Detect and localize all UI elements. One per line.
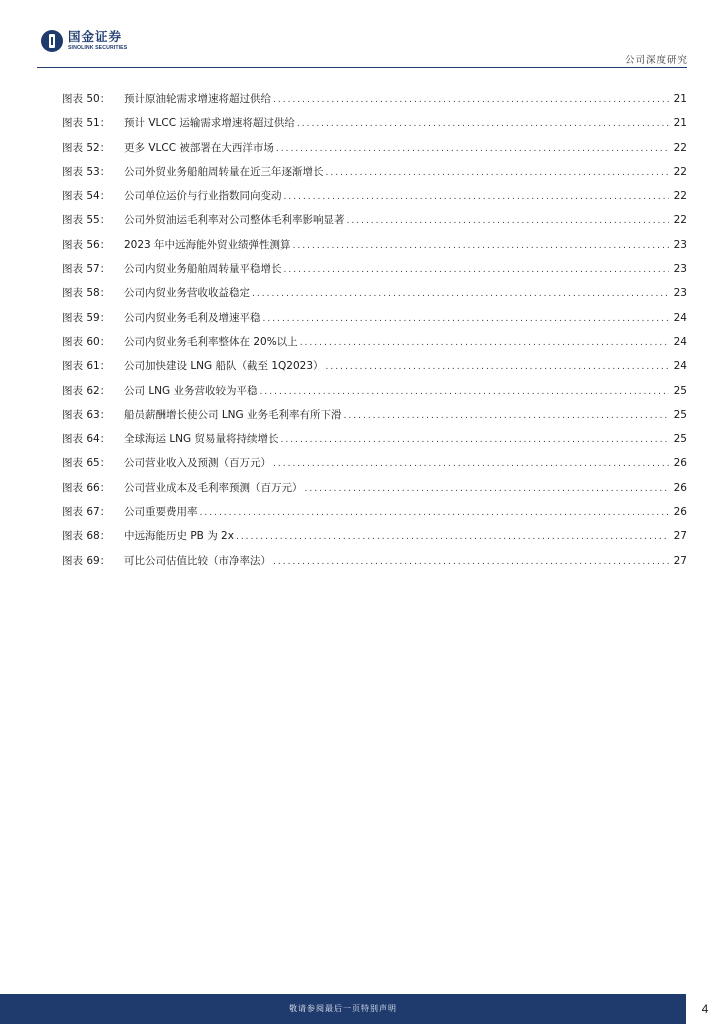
toc-dot-leader	[260, 387, 669, 397]
toc-entry-page[interactable]: 26	[673, 457, 687, 470]
figure-index-list	[62, 91, 687, 577]
toc-entry-label: 图表 52：	[62, 141, 111, 154]
toc-dot-leader	[273, 459, 669, 469]
toc-entry-title[interactable]: 公司外贸业务船舶周转量在近三年逐渐增长	[124, 165, 324, 178]
toc-entry-page[interactable]: 25	[673, 408, 687, 421]
toc-entry[interactable]	[62, 480, 687, 504]
toc-entry-title[interactable]: 公司 LNG 业务营收较为平稳	[124, 384, 258, 397]
toc-entry-page[interactable]: 22	[673, 141, 687, 154]
toc-entry[interactable]	[62, 115, 687, 139]
toc-entry-title[interactable]: 船员薪酬增长使公司 LNG 业务毛利率有所下滑	[124, 408, 342, 421]
toc-entry[interactable]	[62, 431, 687, 455]
footer-disclaimer: 敬请参阅最后一页特别声明	[289, 1004, 397, 1013]
toc-entry[interactable]	[62, 237, 687, 261]
toc-entry[interactable]	[62, 528, 687, 552]
company-logo	[40, 29, 127, 53]
page-header	[0, 0, 724, 68]
toc-dot-leader	[236, 532, 669, 542]
toc-entry-label: 图表 61：	[62, 360, 111, 373]
footer-bar	[0, 994, 686, 1024]
toc-entry[interactable]	[62, 334, 687, 358]
toc-entry[interactable]	[62, 310, 687, 334]
toc-entry-page[interactable]: 24	[673, 360, 687, 373]
toc-dot-leader	[273, 557, 669, 567]
toc-dot-leader	[273, 95, 669, 105]
toc-entry-title[interactable]: 公司单位运价与行业指数同向变动	[124, 190, 282, 203]
toc-entry-page[interactable]: 22	[673, 165, 687, 178]
toc-entry-label: 图表 64：	[62, 433, 111, 446]
toc-entry-title[interactable]: 中远海能历史 PB 为 2x	[124, 530, 234, 543]
toc-entry-label: 图表 58：	[62, 287, 111, 300]
toc-dot-leader	[297, 119, 669, 129]
toc-dot-leader	[326, 362, 669, 372]
toc-dot-leader	[293, 241, 669, 251]
toc-entry[interactable]	[62, 504, 687, 528]
toc-dot-leader	[200, 508, 670, 518]
toc-entry-title[interactable]: 公司加快建设 LNG 船队（截至 1Q2023）	[124, 360, 324, 373]
toc-entry-title[interactable]: 公司内贸业务毛利率整体在 20%以上	[124, 335, 298, 348]
toc-entry-page[interactable]: 24	[673, 311, 687, 324]
toc-entry-label: 图表 57：	[62, 263, 111, 276]
toc-dot-leader	[276, 144, 669, 154]
toc-entry[interactable]	[62, 140, 687, 164]
toc-entry-title[interactable]: 更多 VLCC 被部署在大西洋市场	[124, 141, 274, 154]
toc-entry-label: 图表 59：	[62, 311, 111, 324]
header-divider	[37, 67, 687, 68]
toc-entry[interactable]	[62, 285, 687, 309]
toc-entry-label: 图表 66：	[62, 481, 111, 494]
toc-entry-title[interactable]: 预计 VLCC 运输需求增速将超过供给	[124, 117, 295, 130]
toc-dot-leader	[284, 265, 670, 275]
toc-entry-page[interactable]: 21	[673, 117, 687, 130]
sinolink-logo-icon	[40, 29, 64, 53]
toc-entry[interactable]	[62, 188, 687, 212]
toc-entry-page[interactable]: 26	[673, 506, 687, 519]
toc-dot-leader	[344, 411, 669, 421]
toc-entry-label: 图表 54：	[62, 190, 111, 203]
toc-dot-leader	[252, 289, 669, 299]
toc-entry-page[interactable]: 25	[673, 433, 687, 446]
toc-entry-label: 图表 67：	[62, 506, 111, 519]
page-footer	[0, 994, 724, 1024]
toc-entry-title[interactable]: 2023 年中远海能外贸业绩弹性测算	[124, 238, 291, 251]
toc-entry-page[interactable]: 27	[673, 530, 687, 543]
toc-entry-title[interactable]: 可比公司估值比较（市净率法）	[124, 554, 271, 567]
toc-entry[interactable]	[62, 261, 687, 285]
toc-entry-page[interactable]: 26	[673, 481, 687, 494]
toc-entry-title[interactable]: 公司重要费用率	[124, 506, 198, 519]
toc-entry[interactable]	[62, 358, 687, 382]
toc-entry-label: 图表 55：	[62, 214, 111, 227]
toc-entry-label: 图表 62：	[62, 384, 111, 397]
toc-entry[interactable]	[62, 164, 687, 188]
toc-entry-title[interactable]: 公司内贸业务营收收益稳定	[124, 287, 250, 300]
logo-english-name: SINOLINK SECURITIES	[68, 45, 128, 52]
toc-entry-label: 图表 63：	[62, 408, 111, 421]
logo-name: 国金证券	[68, 28, 123, 44]
toc-entry-label: 图表 69：	[62, 554, 111, 567]
toc-entry[interactable]	[62, 91, 687, 115]
toc-entry-label: 图表 51：	[62, 117, 111, 130]
toc-entry[interactable]	[62, 407, 687, 431]
toc-entry-page[interactable]: 22	[673, 214, 687, 227]
toc-entry-title[interactable]: 公司营业成本及毛利率预测（百万元）	[124, 481, 303, 494]
toc-entry-title[interactable]: 公司营业收入及预测（百万元）	[124, 457, 271, 470]
toc-entry[interactable]	[62, 383, 687, 407]
toc-entry-label: 图表 50：	[62, 93, 111, 105]
toc-entry-title[interactable]: 公司内贸业务船舶周转量平稳增长	[124, 263, 282, 276]
toc-entry-title[interactable]: 全球海运 LNG 贸易量将持续增长	[124, 433, 279, 446]
toc-dot-leader	[263, 314, 670, 324]
toc-dot-leader	[300, 338, 669, 348]
toc-dot-leader	[305, 484, 670, 494]
toc-entry-label: 图表 56：	[62, 238, 111, 251]
toc-entry-page[interactable]: 21	[673, 93, 687, 105]
toc-entry[interactable]	[62, 553, 687, 577]
toc-entry-page[interactable]: 27	[673, 554, 687, 567]
toc-entry-label: 图表 68：	[62, 530, 111, 543]
toc-entry-page[interactable]: 25	[673, 384, 687, 397]
toc-entry-page[interactable]: 23	[673, 238, 687, 251]
toc-dot-leader	[284, 192, 670, 202]
toc-dot-leader	[326, 168, 670, 178]
toc-entry-label: 图表 53：	[62, 165, 111, 178]
toc-entry-page[interactable]: 24	[673, 335, 687, 348]
page-number: 4	[701, 1002, 709, 1016]
toc-entry[interactable]	[62, 212, 687, 236]
toc-entry-page[interactable]: 23	[673, 263, 687, 276]
toc-entry-label: 图表 65：	[62, 457, 111, 470]
toc-entry-title[interactable]: 公司外贸油运毛利率对公司整体毛利率影响显著	[124, 214, 345, 227]
toc-entry-page[interactable]: 22	[673, 190, 687, 203]
report-type-label: 公司深度研究	[624, 55, 688, 66]
toc-dot-leader	[281, 435, 669, 445]
toc-entry-page[interactable]: 23	[673, 287, 687, 300]
toc-entry-title[interactable]: 公司内贸业务毛利及增速平稳	[124, 311, 261, 324]
toc-entry-title[interactable]: 预计原油轮需求增速将超过供给	[124, 93, 271, 105]
toc-entry[interactable]	[62, 455, 687, 479]
toc-entry-label: 图表 60：	[62, 335, 111, 348]
toc-dot-leader	[347, 216, 670, 226]
